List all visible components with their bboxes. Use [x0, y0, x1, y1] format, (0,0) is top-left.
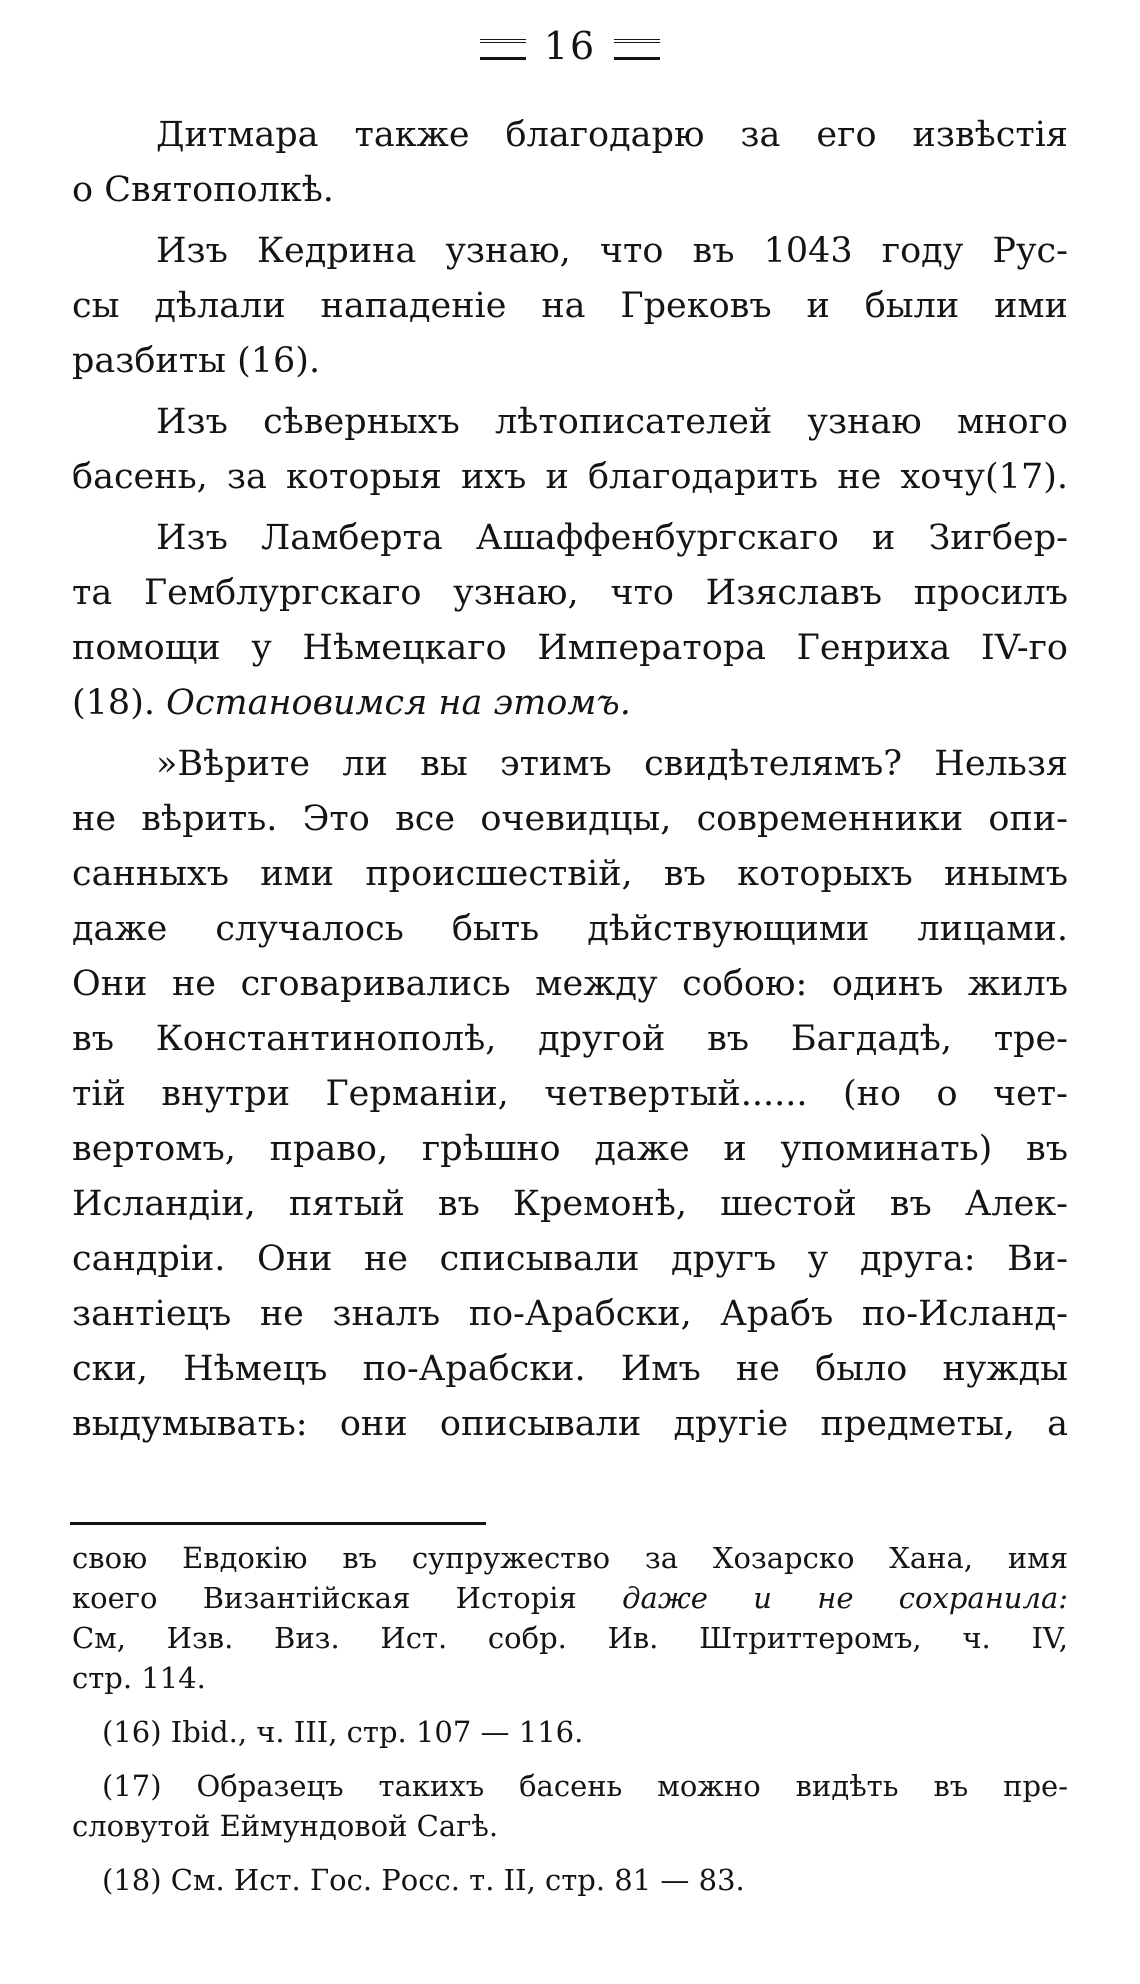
- text-line: [72, 676, 1068, 731]
- text-line: сы дѣлали нападеніе на Грековъ и были ими: [72, 286, 1068, 326]
- italic-phrase: Остановимся на этомъ.: [166, 683, 631, 723]
- text-line: выдумывать: они описывали другіе предметы, а: [72, 1404, 1068, 1444]
- footnote-16: (16) Ibid., ч. III, стр. 107 — 116.: [102, 1715, 584, 1749]
- footnote-18: (18) См. Ист. Гос. Росс. т. II, стр. 81 — 83.: [102, 1863, 745, 1897]
- footnote-17-cont: словутой Еймундовой Сагѣ.: [72, 1809, 499, 1843]
- text-line: басень, за которыя ихъ и благодарить не хочу(17).: [72, 457, 1068, 497]
- text-line: Изъ Кедрина узнаю, что въ 1043 году Рус-: [156, 231, 1068, 271]
- text-line: о Святополкѣ.: [72, 170, 334, 210]
- text-line: помощи у Нѣмецкаго Императора Генриха IV-го: [72, 628, 1068, 668]
- text-line: санныхъ ими происшествій, въ которыхъ инымъ: [72, 854, 1068, 894]
- text-line: сандріи. Они не списывали другъ у друга: Ви-: [72, 1239, 1068, 1279]
- text-line: даже случалось быть дѣйствующими лицами.: [72, 909, 1068, 949]
- text-line: вертомъ, право, грѣшно даже и упоминать) въ: [72, 1129, 1068, 1169]
- footnotes: [72, 1538, 1068, 1900]
- text-fragment: (18).: [72, 683, 155, 723]
- footnote-17: (17) Образецъ такихъ басень можно видѣть въ пре-: [102, 1769, 1068, 1803]
- header-ornament-right: [614, 39, 660, 60]
- text-line: Изъ Ламберта Ашаффенбургскаго и Зигбер-: [156, 518, 1068, 558]
- footnote-line: свою Евдокію въ супружество за Хозарско Хана, имя: [72, 1541, 1068, 1575]
- text-line: »Вѣрите ли вы этимъ свидѣтелямъ? Нельзя: [156, 744, 1068, 784]
- text-line: въ Константинополѣ, другой въ Багдадѣ, тре-: [72, 1019, 1068, 1059]
- text-line: та Гемблургскаго узнаю, что Изяславъ просилъ: [72, 573, 1068, 613]
- footnote-line: стр. 114.: [72, 1661, 206, 1695]
- text-line: тій внутри Германіи, четвертый...... (но о чет-: [72, 1074, 1068, 1114]
- main-text: [72, 108, 1068, 1452]
- text-line: Дитмара также благодарю за его извѣстія: [156, 115, 1068, 155]
- text-line: Они не сговаривались между собою: одинъ жилъ: [72, 964, 1068, 1004]
- footnote-line: [72, 1578, 1068, 1618]
- text-line: разбиты (16).: [72, 341, 321, 381]
- page-header: [0, 26, 1140, 66]
- text-line: Изъ сѣверныхъ лѣтописателей узнаю много: [156, 402, 1068, 442]
- header-ornament-left: [480, 39, 526, 60]
- text-line: не вѣрить. Это все очевидцы, современники опи-: [72, 799, 1068, 839]
- footnote-italic: даже и не сохранила:: [622, 1581, 1069, 1615]
- page-number: 16: [543, 24, 597, 68]
- footnote-rule: [70, 1522, 486, 1525]
- text-line: ски, Нѣмецъ по-Арабски. Имъ не было нужды: [72, 1349, 1068, 1389]
- footnote-fragment: коего Византійская Исторія: [72, 1581, 577, 1615]
- text-line: зантіецъ не зналъ по-Арабски, Арабъ по-Исланд-: [72, 1294, 1068, 1334]
- footnote-line: См, Изв. Виз. Ист. собр. Ив. Штриттеромъ, ч. IV,: [72, 1621, 1068, 1655]
- text-line: Исландіи, пятый въ Кремонѣ, шестой въ Алек-: [72, 1184, 1068, 1224]
